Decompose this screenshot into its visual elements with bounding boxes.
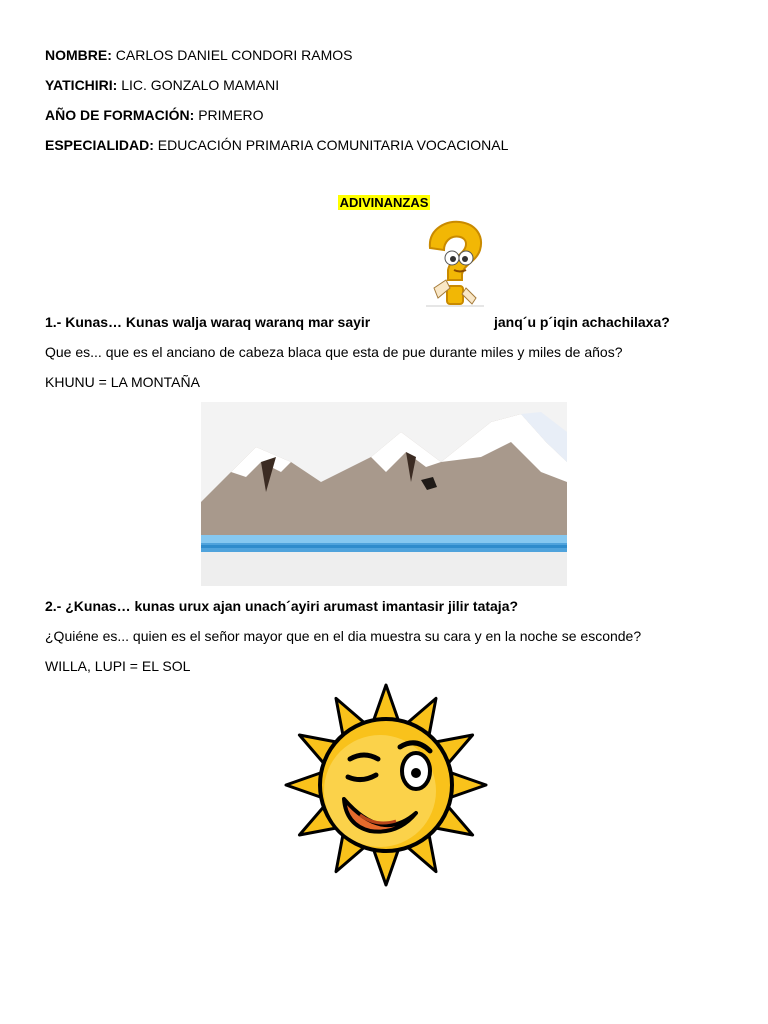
riddle-1-question-b: janq´u p´iqin achachilaxa? bbox=[494, 314, 670, 330]
yatichiri-label: YATICHIRI: bbox=[45, 77, 118, 93]
especialidad-value: EDUCACIÓN PRIMARIA COMUNITARIA VOCACIONAL bbox=[157, 137, 509, 153]
title-text: ADIVINANZAS bbox=[339, 195, 429, 210]
anio-label: AÑO DE FORMACIÓN: bbox=[45, 107, 195, 123]
page-title bbox=[0, 194, 768, 212]
especialidad-label: ESPECIALIDAD: bbox=[45, 137, 154, 153]
riddle-2-answer: WILLA, LUPI = EL SOL bbox=[45, 658, 191, 674]
riddle-2-question: 2.- ¿Kunas… kunas urux ajan unach´ayiri arumast imantasir jilir tataja? bbox=[45, 598, 519, 614]
anio-line bbox=[45, 106, 264, 124]
nombre-line bbox=[45, 46, 353, 64]
yatichiri-value: LIC. GONZALO MAMANI bbox=[121, 77, 280, 93]
yatichiri-line bbox=[45, 76, 279, 94]
riddle-1-question bbox=[45, 313, 370, 331]
especialidad-line bbox=[45, 136, 508, 154]
mountain-image bbox=[201, 402, 567, 586]
riddle-1-question-a: 1.- Kunas… Kunas walja waraq waranq mar sayir bbox=[45, 314, 371, 330]
nombre-label: NOMBRE: bbox=[45, 47, 112, 63]
riddle-1-answer: KHUNU = LA MONTAÑA bbox=[45, 374, 200, 390]
anio-value: PRIMERO bbox=[198, 107, 264, 123]
riddle-1-translation: Que es... que es el anciano de cabeza blaca que esta de pue durante miles y miles de años? bbox=[45, 344, 623, 360]
sun-image bbox=[283, 682, 489, 888]
nombre-value: CARLOS DANIEL CONDORI RAMOS bbox=[115, 47, 353, 63]
riddle-1-question-cont bbox=[494, 313, 670, 331]
riddle-2-translation: ¿Quiéne es... quien es el señor mayor que en el dia muestra su cara y en la noche se esconde? bbox=[45, 628, 642, 644]
question-mark-icon bbox=[420, 218, 488, 310]
